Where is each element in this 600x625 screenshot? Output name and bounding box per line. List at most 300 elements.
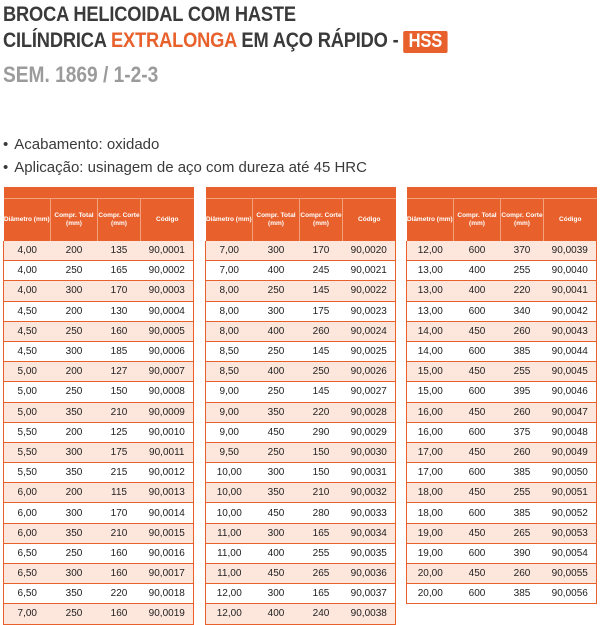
standard-subtitle: SEM. 1869 / 1-2-3 bbox=[3, 62, 159, 87]
cell-compr-corte: 150 bbox=[300, 463, 343, 483]
table-header-row bbox=[407, 199, 597, 242]
cell-compr-total: 600 bbox=[454, 463, 501, 483]
table-row bbox=[206, 584, 396, 604]
table-row bbox=[407, 483, 597, 503]
cell-codigo: 90,0020 bbox=[343, 241, 396, 261]
table-top-band bbox=[206, 187, 396, 199]
table-row bbox=[206, 301, 396, 321]
cell-compr-total: 300 bbox=[253, 301, 300, 321]
cell-compr-corte: 145 bbox=[300, 281, 343, 301]
cell-compr-total: 350 bbox=[253, 402, 300, 422]
cell-codigo: 90,0008 bbox=[141, 382, 194, 402]
cell-compr-corte: 255 bbox=[300, 543, 343, 563]
table-row bbox=[206, 564, 396, 584]
cell-compr-corte: 385 bbox=[501, 584, 544, 604]
table-row bbox=[206, 321, 396, 341]
cell-diametro: 8,00 bbox=[206, 281, 253, 301]
table-row bbox=[206, 604, 396, 624]
table-row bbox=[4, 564, 194, 584]
table-row bbox=[4, 281, 194, 301]
cell-diametro: 8,00 bbox=[206, 321, 253, 341]
header-codigo: Código bbox=[544, 199, 597, 242]
cell-diametro: 7,00 bbox=[206, 241, 253, 261]
table-row bbox=[4, 483, 194, 503]
cell-diametro: 4,50 bbox=[4, 341, 51, 361]
cell-codigo: 90,0051 bbox=[544, 483, 597, 503]
cell-codigo: 90,0005 bbox=[141, 321, 194, 341]
cell-diametro: 19,00 bbox=[407, 523, 454, 543]
cell-codigo: 90,0013 bbox=[141, 483, 194, 503]
title-part-c: EM AÇO RÁPIDO - bbox=[236, 29, 404, 52]
cell-compr-corte: 210 bbox=[98, 523, 141, 543]
table-row bbox=[407, 341, 597, 361]
table-header-row bbox=[4, 199, 194, 242]
cell-compr-total: 400 bbox=[253, 321, 300, 341]
cell-compr-total: 300 bbox=[51, 281, 98, 301]
cell-compr-corte: 150 bbox=[98, 382, 141, 402]
table-row bbox=[407, 543, 597, 563]
table-row bbox=[407, 584, 597, 604]
cell-diametro: 19,00 bbox=[407, 543, 454, 563]
cell-codigo: 90,0006 bbox=[141, 341, 194, 361]
cell-compr-total: 200 bbox=[51, 241, 98, 261]
bullet-application: • Aplicação: usinagem de aço com dureza até 45 HRC bbox=[3, 156, 367, 179]
cell-compr-total: 300 bbox=[253, 584, 300, 604]
cell-codigo: 90,0029 bbox=[343, 422, 396, 442]
table-row bbox=[407, 382, 597, 402]
cell-compr-corte: 160 bbox=[98, 543, 141, 563]
cell-codigo: 90,0010 bbox=[141, 422, 194, 442]
cell-compr-total: 300 bbox=[253, 463, 300, 483]
cell-compr-corte: 340 bbox=[501, 301, 544, 321]
cell-compr-total: 600 bbox=[454, 241, 501, 261]
cell-codigo: 90,0048 bbox=[544, 422, 597, 442]
header-compr-total: Compr. Total (mm) bbox=[253, 199, 300, 242]
cell-codigo: 90,0017 bbox=[141, 564, 194, 584]
table-row bbox=[407, 463, 597, 483]
cell-compr-total: 450 bbox=[253, 422, 300, 442]
cell-compr-corte: 255 bbox=[501, 261, 544, 281]
cell-diametro: 20,00 bbox=[407, 584, 454, 604]
cell-codigo: 90,0028 bbox=[343, 402, 396, 422]
cell-diametro: 13,00 bbox=[407, 261, 454, 281]
cell-codigo: 90,0052 bbox=[544, 503, 597, 523]
cell-compr-corte: 210 bbox=[98, 402, 141, 422]
cell-compr-total: 450 bbox=[454, 523, 501, 543]
table-row bbox=[206, 281, 396, 301]
cell-compr-corte: 265 bbox=[501, 523, 544, 543]
cell-compr-total: 600 bbox=[454, 422, 501, 442]
cell-compr-corte: 290 bbox=[300, 422, 343, 442]
cell-compr-corte: 385 bbox=[501, 503, 544, 523]
cell-diametro: 4,50 bbox=[4, 321, 51, 341]
cell-compr-total: 250 bbox=[51, 543, 98, 563]
cell-codigo: 90,0033 bbox=[343, 503, 396, 523]
cell-compr-corte: 215 bbox=[98, 463, 141, 483]
cell-compr-corte: 370 bbox=[501, 241, 544, 261]
cell-compr-total: 400 bbox=[253, 362, 300, 382]
cell-codigo: 90,0054 bbox=[544, 543, 597, 563]
cell-compr-corte: 265 bbox=[300, 564, 343, 584]
cell-compr-total: 450 bbox=[454, 564, 501, 584]
cell-codigo: 90,0016 bbox=[141, 543, 194, 563]
cell-codigo: 90,0041 bbox=[544, 281, 597, 301]
spec-table-2 bbox=[205, 187, 396, 625]
table-row bbox=[206, 382, 396, 402]
cell-codigo: 90,0045 bbox=[544, 362, 597, 382]
cell-compr-corte: 170 bbox=[300, 241, 343, 261]
cell-compr-total: 250 bbox=[51, 321, 98, 341]
header-compr-total: Compr. Total (mm) bbox=[51, 199, 98, 242]
table-row bbox=[206, 463, 396, 483]
cell-codigo: 90,0043 bbox=[544, 321, 597, 341]
cell-compr-total: 400 bbox=[454, 281, 501, 301]
cell-codigo: 90,0022 bbox=[343, 281, 396, 301]
cell-codigo: 90,0011 bbox=[141, 442, 194, 462]
table-row bbox=[407, 523, 597, 543]
cell-compr-corte: 170 bbox=[98, 503, 141, 523]
cell-diametro: 15,00 bbox=[407, 362, 454, 382]
cell-compr-total: 300 bbox=[253, 523, 300, 543]
cell-compr-corte: 260 bbox=[300, 321, 343, 341]
cell-diametro: 10,00 bbox=[206, 463, 253, 483]
cell-codigo: 90,0009 bbox=[141, 402, 194, 422]
spec-table-1 bbox=[3, 187, 194, 625]
table-row bbox=[407, 241, 597, 261]
cell-compr-total: 250 bbox=[51, 382, 98, 402]
cell-codigo: 90,0038 bbox=[343, 604, 396, 624]
cell-diametro: 5,00 bbox=[4, 362, 51, 382]
cell-compr-total: 400 bbox=[253, 604, 300, 624]
cell-compr-corte: 390 bbox=[501, 543, 544, 563]
cell-compr-total: 450 bbox=[454, 442, 501, 462]
cell-codigo: 90,0023 bbox=[343, 301, 396, 321]
table-row bbox=[4, 543, 194, 563]
cell-diametro: 6,00 bbox=[4, 483, 51, 503]
cell-diametro: 7,00 bbox=[4, 604, 51, 624]
cell-diametro: 20,00 bbox=[407, 564, 454, 584]
cell-compr-total: 200 bbox=[51, 362, 98, 382]
cell-diametro: 18,00 bbox=[407, 483, 454, 503]
cell-compr-corte: 385 bbox=[501, 463, 544, 483]
cell-compr-corte: 260 bbox=[501, 402, 544, 422]
cell-compr-corte: 260 bbox=[501, 442, 544, 462]
cell-codigo: 90,0027 bbox=[343, 382, 396, 402]
cell-compr-total: 450 bbox=[454, 321, 501, 341]
cell-diametro: 14,00 bbox=[407, 321, 454, 341]
cell-codigo: 90,0039 bbox=[544, 241, 597, 261]
table-row bbox=[206, 523, 396, 543]
cell-compr-total: 450 bbox=[253, 503, 300, 523]
cell-codigo: 90,0042 bbox=[544, 301, 597, 321]
cell-diametro: 12,00 bbox=[407, 241, 454, 261]
cell-diametro: 18,00 bbox=[407, 503, 454, 523]
cell-codigo: 90,0036 bbox=[343, 564, 396, 584]
cell-diametro: 13,00 bbox=[407, 301, 454, 321]
table-row bbox=[4, 321, 194, 341]
table-row bbox=[4, 362, 194, 382]
spec-table-3 bbox=[406, 187, 597, 604]
cell-diametro: 5,00 bbox=[4, 382, 51, 402]
cell-compr-total: 300 bbox=[51, 341, 98, 361]
table-row bbox=[407, 442, 597, 462]
table-row bbox=[407, 261, 597, 281]
cell-compr-corte: 240 bbox=[300, 604, 343, 624]
cell-diametro: 6,50 bbox=[4, 584, 51, 604]
cell-codigo: 90,0003 bbox=[141, 281, 194, 301]
cell-codigo: 90,0053 bbox=[544, 523, 597, 543]
cell-diametro: 6,50 bbox=[4, 564, 51, 584]
table-row bbox=[407, 321, 597, 341]
bullet-finish: • Acabamento: oxidado bbox=[3, 133, 367, 156]
cell-compr-corte: 395 bbox=[501, 382, 544, 402]
cell-diametro: 10,00 bbox=[206, 503, 253, 523]
table-row bbox=[206, 483, 396, 503]
table-row bbox=[407, 281, 597, 301]
cell-compr-total: 250 bbox=[51, 604, 98, 624]
cell-codigo: 90,0040 bbox=[544, 261, 597, 281]
cell-diametro: 14,00 bbox=[407, 341, 454, 361]
table-row bbox=[206, 241, 396, 261]
table-row bbox=[206, 341, 396, 361]
cell-codigo: 90,0018 bbox=[141, 584, 194, 604]
header-compr-corte: Compr. Corte (mm) bbox=[98, 199, 141, 242]
cell-compr-total: 350 bbox=[253, 483, 300, 503]
cell-diametro: 4,50 bbox=[4, 301, 51, 321]
cell-compr-corte: 255 bbox=[501, 362, 544, 382]
cell-compr-corte: 115 bbox=[98, 483, 141, 503]
cell-compr-corte: 185 bbox=[98, 341, 141, 361]
header-compr-total: Compr. Total (mm) bbox=[454, 199, 501, 242]
cell-compr-total: 300 bbox=[51, 564, 98, 584]
cell-diametro: 9,00 bbox=[206, 382, 253, 402]
cell-compr-total: 600 bbox=[454, 584, 501, 604]
table-row bbox=[206, 422, 396, 442]
header-codigo: Código bbox=[141, 199, 194, 242]
cell-compr-total: 450 bbox=[454, 483, 501, 503]
cell-diametro: 10,00 bbox=[206, 483, 253, 503]
header-compr-corte: Compr. Corte (mm) bbox=[300, 199, 343, 242]
table-row bbox=[206, 442, 396, 462]
cell-compr-corte: 255 bbox=[501, 483, 544, 503]
feature-list bbox=[3, 133, 367, 179]
cell-diametro: 16,00 bbox=[407, 422, 454, 442]
cell-codigo: 90,0050 bbox=[544, 463, 597, 483]
cell-compr-total: 300 bbox=[253, 241, 300, 261]
cell-diametro: 12,00 bbox=[206, 604, 253, 624]
cell-codigo: 90,0025 bbox=[343, 341, 396, 361]
cell-compr-total: 300 bbox=[51, 503, 98, 523]
cell-diametro: 9,50 bbox=[206, 442, 253, 462]
cell-diametro: 7,00 bbox=[206, 261, 253, 281]
cell-codigo: 90,0007 bbox=[141, 362, 194, 382]
table-row bbox=[4, 503, 194, 523]
cell-compr-total: 200 bbox=[51, 422, 98, 442]
cell-codigo: 90,0032 bbox=[343, 483, 396, 503]
cell-diametro: 8,50 bbox=[206, 341, 253, 361]
table-row bbox=[4, 422, 194, 442]
cell-compr-total: 250 bbox=[51, 261, 98, 281]
cell-codigo: 90,0002 bbox=[141, 261, 194, 281]
cell-diametro: 6,50 bbox=[4, 543, 51, 563]
cell-compr-total: 250 bbox=[253, 341, 300, 361]
cell-compr-total: 400 bbox=[253, 543, 300, 563]
table-row bbox=[407, 402, 597, 422]
cell-codigo: 90,0044 bbox=[544, 341, 597, 361]
cell-codigo: 90,0037 bbox=[343, 584, 396, 604]
cell-compr-total: 200 bbox=[51, 301, 98, 321]
cell-compr-total: 450 bbox=[253, 564, 300, 584]
table-top-band-cell bbox=[206, 187, 396, 199]
cell-compr-corte: 125 bbox=[98, 422, 141, 442]
table-row bbox=[4, 402, 194, 422]
cell-codigo: 90,0026 bbox=[343, 362, 396, 382]
cell-compr-total: 350 bbox=[51, 584, 98, 604]
table-row bbox=[4, 301, 194, 321]
cell-compr-corte: 130 bbox=[98, 301, 141, 321]
hss-badge: HSS bbox=[403, 31, 447, 53]
cell-diametro: 5,50 bbox=[4, 463, 51, 483]
table-top-band-cell bbox=[4, 187, 194, 199]
cell-compr-total: 600 bbox=[454, 341, 501, 361]
cell-diametro: 17,00 bbox=[407, 463, 454, 483]
title-line-1: BROCA HELICOIDAL COM HASTE bbox=[3, 3, 296, 26]
table-row bbox=[407, 301, 597, 321]
cell-compr-corte: 160 bbox=[98, 604, 141, 624]
table-header-row bbox=[206, 199, 396, 242]
cell-compr-total: 250 bbox=[253, 442, 300, 462]
title-highlight: EXTRALONGA bbox=[111, 29, 237, 52]
table-row bbox=[407, 422, 597, 442]
cell-diametro: 4,00 bbox=[4, 241, 51, 261]
cell-compr-corte: 280 bbox=[300, 503, 343, 523]
cell-compr-total: 400 bbox=[454, 261, 501, 281]
cell-compr-corte: 250 bbox=[300, 362, 343, 382]
cell-codigo: 90,0015 bbox=[141, 523, 194, 543]
cell-diametro: 4,00 bbox=[4, 261, 51, 281]
cell-codigo: 90,0021 bbox=[343, 261, 396, 281]
cell-compr-total: 600 bbox=[454, 543, 501, 563]
cell-compr-total: 450 bbox=[454, 402, 501, 422]
cell-compr-corte: 127 bbox=[98, 362, 141, 382]
cell-diametro: 11,00 bbox=[206, 523, 253, 543]
cell-compr-corte: 260 bbox=[501, 321, 544, 341]
cell-compr-corte: 160 bbox=[98, 564, 141, 584]
table-top-band bbox=[4, 187, 194, 199]
cell-compr-corte: 150 bbox=[300, 442, 343, 462]
cell-compr-total: 200 bbox=[51, 483, 98, 503]
page-title bbox=[3, 2, 447, 54]
cell-codigo: 90,0056 bbox=[544, 584, 597, 604]
cell-codigo: 90,0035 bbox=[343, 543, 396, 563]
table-row bbox=[206, 503, 396, 523]
cell-codigo: 90,0014 bbox=[141, 503, 194, 523]
cell-diametro: 15,00 bbox=[407, 382, 454, 402]
cell-codigo: 90,0019 bbox=[141, 604, 194, 624]
table-row bbox=[206, 402, 396, 422]
cell-codigo: 90,0004 bbox=[141, 301, 194, 321]
table-top-band-cell bbox=[407, 187, 597, 199]
table-row bbox=[4, 341, 194, 361]
cell-compr-corte: 165 bbox=[300, 523, 343, 543]
table-row bbox=[4, 604, 194, 624]
table-row bbox=[206, 261, 396, 281]
cell-diametro: 5,50 bbox=[4, 442, 51, 462]
cell-compr-total: 300 bbox=[51, 442, 98, 462]
cell-compr-corte: 220 bbox=[300, 402, 343, 422]
table-row bbox=[407, 362, 597, 382]
cell-compr-total: 250 bbox=[253, 382, 300, 402]
cell-diametro: 4,00 bbox=[4, 281, 51, 301]
cell-compr-corte: 165 bbox=[300, 584, 343, 604]
cell-compr-total: 350 bbox=[51, 402, 98, 422]
cell-codigo: 90,0031 bbox=[343, 463, 396, 483]
table-row bbox=[4, 584, 194, 604]
cell-compr-total: 350 bbox=[51, 463, 98, 483]
cell-diametro: 6,00 bbox=[4, 523, 51, 543]
cell-diametro: 11,00 bbox=[206, 543, 253, 563]
cell-codigo: 90,0055 bbox=[544, 564, 597, 584]
table-row bbox=[4, 463, 194, 483]
table-row bbox=[206, 362, 396, 382]
cell-diametro: 17,00 bbox=[407, 442, 454, 462]
header-diametro: Diâmetro (mm) bbox=[407, 199, 454, 242]
cell-compr-total: 600 bbox=[454, 382, 501, 402]
cell-diametro: 12,00 bbox=[206, 584, 253, 604]
cell-compr-total: 600 bbox=[454, 301, 501, 321]
cell-diametro: 11,00 bbox=[206, 564, 253, 584]
table-row bbox=[4, 382, 194, 402]
cell-codigo: 90,0049 bbox=[544, 442, 597, 462]
cell-codigo: 90,0024 bbox=[343, 321, 396, 341]
cell-codigo: 90,0046 bbox=[544, 382, 597, 402]
cell-compr-corte: 385 bbox=[501, 341, 544, 361]
cell-compr-corte: 375 bbox=[501, 422, 544, 442]
cell-compr-corte: 170 bbox=[98, 281, 141, 301]
cell-diametro: 8,50 bbox=[206, 362, 253, 382]
cell-compr-corte: 160 bbox=[98, 321, 141, 341]
table-top-band bbox=[407, 187, 597, 199]
table-row bbox=[407, 564, 597, 584]
cell-diametro: 8,00 bbox=[206, 301, 253, 321]
table-row bbox=[206, 543, 396, 563]
cell-compr-total: 600 bbox=[454, 503, 501, 523]
cell-diametro: 5,50 bbox=[4, 422, 51, 442]
cell-compr-corte: 135 bbox=[98, 241, 141, 261]
cell-compr-corte: 220 bbox=[501, 281, 544, 301]
table-row bbox=[4, 442, 194, 462]
cell-diametro: 9,00 bbox=[206, 422, 253, 442]
title-line-2 bbox=[3, 28, 447, 54]
cell-compr-corte: 165 bbox=[98, 261, 141, 281]
header-diametro: Diâmetro (mm) bbox=[4, 199, 51, 242]
cell-compr-corte: 145 bbox=[300, 382, 343, 402]
cell-compr-corte: 175 bbox=[98, 442, 141, 462]
cell-compr-corte: 245 bbox=[300, 261, 343, 281]
title-part-a: CILÍNDRICA bbox=[3, 29, 112, 52]
cell-compr-total: 450 bbox=[454, 362, 501, 382]
cell-diametro: 16,00 bbox=[407, 402, 454, 422]
cell-compr-total: 400 bbox=[253, 261, 300, 281]
cell-compr-corte: 175 bbox=[300, 301, 343, 321]
cell-compr-corte: 210 bbox=[300, 483, 343, 503]
header-compr-corte: Compr. Corte (mm) bbox=[501, 199, 544, 242]
cell-compr-total: 350 bbox=[51, 523, 98, 543]
table-row bbox=[4, 523, 194, 543]
cell-compr-corte: 260 bbox=[501, 564, 544, 584]
cell-codigo: 90,0047 bbox=[544, 402, 597, 422]
cell-codigo: 90,0034 bbox=[343, 523, 396, 543]
